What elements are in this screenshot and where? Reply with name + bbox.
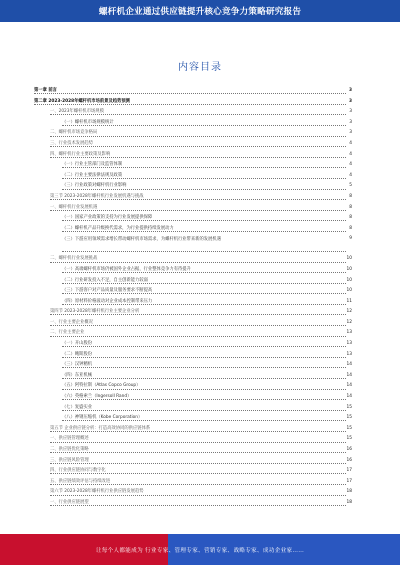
report-title: 螺杆机企业通过供应链提升核心竞争力策略研究报告 bbox=[98, 7, 302, 17]
toc-entry[interactable] bbox=[34, 318, 352, 329]
toc-entry-title: 二、供应链优化策略 bbox=[50, 447, 89, 452]
toc-leader-dots bbox=[62, 125, 346, 126]
toc-entry-title: 二、行业主要企业 bbox=[50, 330, 85, 336]
toc-entry-page: 5 bbox=[348, 181, 352, 192]
toc-entry[interactable] bbox=[34, 128, 352, 139]
toc-entry-page: 4 bbox=[348, 139, 352, 150]
toc-entry[interactable] bbox=[34, 328, 352, 339]
toc-entry-title: （二）螺杆机产品升级换代需求，为行业提供持续发展动力 bbox=[62, 225, 174, 231]
toc-entry-page: 14 bbox=[346, 371, 352, 382]
toc-entry-title: （三）下游应用领域需求增长带动螺杆机市场需求，为螺杆机行业带来新的发展机遇 bbox=[62, 234, 342, 244]
toc-entry-page: 15 bbox=[346, 424, 352, 435]
toc-leader-dots bbox=[50, 114, 346, 115]
toc-entry[interactable] bbox=[34, 286, 352, 297]
toc-entry[interactable] bbox=[34, 171, 352, 182]
toc-entry-title: （三）行业政策对螺杆机行业影响 bbox=[62, 183, 127, 189]
toc-entry-title: （二）鲍斯股份 bbox=[62, 351, 93, 357]
toc-entry[interactable] bbox=[34, 276, 352, 287]
toc-entry-title: 三、供应链风险管理 bbox=[50, 457, 89, 463]
toc-entry[interactable] bbox=[34, 254, 352, 265]
toc-entry-title: 第四节 2023-2028年螺杆机行业主要企业分析 bbox=[50, 309, 140, 315]
toc-entry[interactable] bbox=[34, 456, 352, 467]
toc-entry-page: 13 bbox=[346, 328, 352, 339]
toc-entry-page: 4 bbox=[348, 171, 352, 182]
toc-entry-page: 4 bbox=[348, 160, 352, 171]
toc-entry-title: 第五节 企业供应链分析：打造高效协同的供应链体系 bbox=[50, 425, 151, 431]
toc-entry-page: 3 bbox=[348, 107, 352, 118]
toc-entry-page: 15 bbox=[346, 403, 352, 414]
toc-entry[interactable] bbox=[34, 392, 352, 403]
toc-entry[interactable] bbox=[34, 360, 352, 371]
toc-entry[interactable] bbox=[34, 86, 352, 97]
toc-entry-title: （五）阿特拉斯（Atlas Copco Group） bbox=[62, 383, 141, 389]
toc-leader-dots bbox=[50, 463, 346, 464]
toc-entry-title: 二、螺杆机市场竞争格局 bbox=[50, 130, 98, 136]
toc-leader-dots bbox=[50, 431, 346, 432]
toc-entry-page: 16 bbox=[346, 445, 352, 456]
table-of-contents bbox=[34, 86, 352, 509]
toc-leader-dots bbox=[62, 231, 346, 232]
toc-leader-dots bbox=[50, 199, 346, 200]
toc-leader-dots bbox=[62, 272, 346, 273]
toc-entry-page: 14 bbox=[346, 360, 352, 371]
footer-slogan: 让每个人都能成为 行业专家、管理专家、营销专家、战略专家、成功企业家…… bbox=[95, 547, 305, 554]
toc-entry-page: 9 bbox=[348, 234, 352, 245]
toc-entry[interactable] bbox=[34, 350, 352, 361]
toc-entry-page: 16 bbox=[346, 456, 352, 467]
toc-entry-title: （四）东亚机械 bbox=[62, 372, 93, 378]
toc-entry[interactable] bbox=[34, 213, 352, 224]
toc-leader-dots bbox=[62, 367, 346, 368]
toc-leader-dots bbox=[62, 293, 346, 294]
toc-entry[interactable] bbox=[34, 466, 352, 477]
toc-entry-title: 二、螺杆机行业发展挑战 bbox=[50, 256, 98, 262]
toc-leader-dots bbox=[50, 314, 346, 315]
toc-entry-page: 8 bbox=[348, 203, 352, 214]
toc-entry[interactable] bbox=[34, 434, 352, 445]
toc-entry-title: 第六节 2023-2028年螺杆机行业供应链发展趋势 bbox=[50, 489, 144, 495]
toc-entry-page: 14 bbox=[346, 392, 352, 403]
toc-entry-page: 17 bbox=[346, 477, 352, 488]
toc-leader-dots bbox=[62, 251, 346, 252]
toc-entry-page: 14 bbox=[346, 381, 352, 392]
toc-leader-dots bbox=[50, 505, 346, 506]
toc-entry-page: 15 bbox=[346, 413, 352, 424]
toc-entry[interactable] bbox=[34, 445, 352, 456]
toc-leader-dots bbox=[50, 473, 346, 474]
toc-entry[interactable] bbox=[34, 424, 352, 435]
toc-entry-page: 10 bbox=[346, 254, 352, 265]
toc-heading: 内容目录 bbox=[178, 62, 222, 73]
toc-entry-page: 15 bbox=[346, 434, 352, 445]
toc-entry-title: （四）原材料价格波动对企业成本控制带来压力 bbox=[62, 298, 153, 304]
toc-entry-page: 3 bbox=[348, 86, 352, 97]
toc-entry-title: 第一章 前言 bbox=[34, 88, 57, 93]
toc-entry-page: 10 bbox=[346, 286, 352, 297]
toc-entry[interactable] bbox=[34, 371, 352, 382]
toc-entry-page: 3 bbox=[348, 118, 352, 129]
toc-leader-dots bbox=[62, 189, 346, 190]
toc-entry-title: 一、行业供应链展望 bbox=[50, 499, 89, 505]
toc-entry-title: （八）神钢压缩机（Kobe Corporation） bbox=[62, 415, 143, 421]
toc-entry-page: 13 bbox=[346, 350, 352, 361]
toc-entry-title: 三、行业技术发展趋势 bbox=[50, 140, 93, 146]
toc-entry[interactable] bbox=[34, 339, 352, 350]
toc-leader-dots bbox=[62, 346, 346, 347]
toc-entry[interactable] bbox=[34, 403, 352, 414]
toc-entry-page: 12 bbox=[346, 307, 352, 318]
toc-entry-title: （二）行业主要法律法规及政策 bbox=[62, 172, 123, 178]
toc-entry-title: 一、供应链管理概述 bbox=[50, 436, 89, 442]
toc-entry-title: （一）行业主管部门及监管体制 bbox=[62, 162, 123, 168]
toc-entry-page: 8 bbox=[348, 192, 352, 203]
toc-entry[interactable] bbox=[34, 181, 352, 192]
toc-leader-dots bbox=[50, 452, 346, 453]
toc-entry-title: （一）开山股份 bbox=[62, 341, 93, 347]
header-banner bbox=[0, 0, 400, 22]
toc-entry-page: 10 bbox=[346, 276, 352, 287]
toc-entry-title: 一、2023年螺杆机市场规模 bbox=[50, 109, 104, 115]
toc-entry-page: 4 bbox=[348, 150, 352, 161]
toc-entry-title: 五、供应链绩效评估与持续改进 bbox=[50, 478, 111, 484]
toc-leader-dots bbox=[34, 93, 346, 94]
toc-entry[interactable] bbox=[34, 265, 352, 276]
toc-leader-dots bbox=[50, 484, 346, 485]
toc-entry[interactable] bbox=[34, 118, 352, 129]
toc-entry[interactable] bbox=[34, 307, 352, 318]
toc-entry[interactable] bbox=[34, 192, 352, 203]
toc-leader-dots bbox=[62, 178, 346, 179]
toc-entry[interactable] bbox=[34, 224, 352, 235]
toc-leader-dots bbox=[50, 495, 346, 496]
toc-leader-dots bbox=[50, 146, 346, 147]
toc-entry-page: 18 bbox=[346, 498, 352, 509]
toc-entry-page: 18 bbox=[346, 487, 352, 498]
toc-leader-dots bbox=[62, 357, 346, 358]
toc-entry[interactable] bbox=[34, 498, 352, 509]
toc-leader-dots bbox=[62, 304, 346, 305]
toc-leader-dots bbox=[62, 378, 346, 379]
toc-leader-dots bbox=[62, 420, 346, 421]
toc-entry[interactable] bbox=[34, 150, 352, 161]
toc-entry-page: 12 bbox=[346, 318, 352, 329]
toc-entry-page: 8 bbox=[348, 224, 352, 235]
toc-entry[interactable] bbox=[34, 107, 352, 118]
toc-entry-title: （一）螺杆机市场规模统计 bbox=[62, 119, 114, 125]
toc-entry[interactable] bbox=[34, 477, 352, 488]
toc-entry-title: 四、行业供应链协同与数字化 bbox=[50, 468, 106, 474]
toc-entry-page: 10 bbox=[346, 265, 352, 276]
toc-leader-dots bbox=[50, 336, 346, 337]
toc-entry-title: 第二章 2023-2028年螺杆机市场前景及趋势预测 bbox=[34, 98, 130, 104]
toc-entry-title: （七）复盛实业 bbox=[62, 404, 93, 410]
toc-entry-title: （二）行业研发投入不足，自主创新能力较弱 bbox=[62, 277, 148, 283]
toc-leader-dots bbox=[62, 410, 346, 411]
toc-entry-page: 3 bbox=[348, 97, 352, 108]
toc-entry[interactable] bbox=[34, 487, 352, 498]
toc-entry-page: 13 bbox=[346, 339, 352, 350]
toc-leader-dots bbox=[62, 167, 346, 168]
toc-leader-dots bbox=[50, 136, 346, 137]
toc-entry-page: 17 bbox=[346, 466, 352, 477]
toc-entry[interactable] bbox=[34, 234, 352, 254]
toc-entry-page: 3 bbox=[348, 128, 352, 139]
toc-entry-title: （三）下游客户对产品质量及服务要求不断提高 bbox=[62, 288, 153, 294]
toc-leader-dots bbox=[62, 220, 346, 221]
toc-leader-dots bbox=[50, 442, 346, 443]
toc-entry-title: （一）国家产业政策的支持为行业发展提供保障 bbox=[62, 215, 153, 221]
toc-entry-title: 一、螺杆机行业发展机遇 bbox=[50, 204, 98, 210]
toc-entry-title: （一）高端螺杆机市场仍被国外企业占据，行业整体竞争力有待提升 bbox=[62, 266, 191, 272]
toc-entry-title: 四、螺杆机行业主要政策及影响 bbox=[50, 151, 111, 157]
footer-banner bbox=[0, 534, 400, 565]
toc-entry[interactable] bbox=[34, 413, 352, 424]
toc-leader-dots bbox=[62, 399, 346, 400]
toc-leader-dots bbox=[62, 389, 346, 390]
toc-entry-page: 8 bbox=[348, 213, 352, 224]
toc-entry[interactable] bbox=[34, 139, 352, 150]
toc-entry-title: 一、行业主要企业概况 bbox=[50, 319, 93, 325]
toc-entry[interactable] bbox=[34, 297, 352, 308]
toc-entry[interactable] bbox=[34, 203, 352, 214]
toc-entry-page: 11 bbox=[346, 297, 352, 308]
toc-entry[interactable] bbox=[34, 381, 352, 392]
toc-leader-dots bbox=[50, 262, 346, 263]
toc-entry-title: 第三节 2023-2028年螺杆机行业发展机遇与挑战 bbox=[50, 193, 144, 199]
toc-entry-title: （六）英格索兰（Ingersoll Rand） bbox=[62, 394, 132, 400]
toc-entry[interactable] bbox=[34, 97, 352, 108]
toc-leader-dots bbox=[50, 325, 346, 326]
toc-entry[interactable] bbox=[34, 160, 352, 171]
toc-entry-title: （三）汉钟精机 bbox=[62, 362, 93, 368]
